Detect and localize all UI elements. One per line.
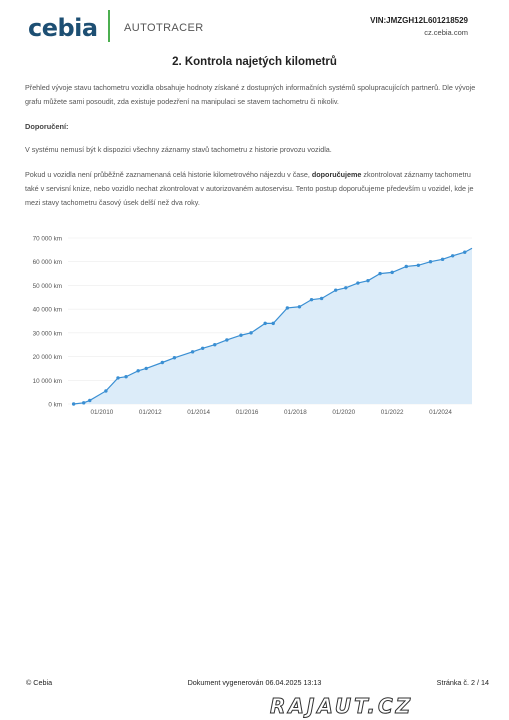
data-point [286, 306, 289, 309]
data-point [405, 265, 408, 268]
data-point [161, 361, 164, 364]
data-point [104, 389, 107, 392]
data-point [124, 375, 127, 378]
data-point [201, 347, 204, 350]
vin-number: VIN:JMZGH12L601218529 [370, 16, 468, 25]
watermark: RAJAUT.CZ [270, 694, 414, 718]
data-point [263, 322, 266, 325]
x-tick-label: 01/2022 [380, 409, 404, 416]
y-tick-label: 70 000 km [32, 235, 62, 243]
recommendation-heading: Doporučení: [25, 122, 69, 131]
data-point [463, 251, 466, 254]
section-title: 2. Kontrola najetých kilometrů [172, 56, 337, 68]
recommendation-paragraph: V systému nemusí být k dispozici všechny záznamy stavů tachometru z historie provozu vozidla. [25, 145, 332, 154]
data-point [429, 260, 432, 263]
data-point [344, 286, 347, 289]
cebia-logo: cebia [28, 14, 98, 42]
data-point [239, 334, 242, 337]
x-tick-label: 01/2016 [235, 409, 259, 416]
data-point [249, 331, 252, 334]
y-tick-label: 20 000 km [32, 354, 62, 362]
product-name: AUTOTRACER [124, 22, 204, 34]
data-point [334, 288, 337, 291]
data-point [72, 402, 75, 405]
data-point [191, 350, 194, 353]
intro-paragraph: Přehled vývoje stavu tachometru vozidla obsahuje hodnoty získané z dostupných informačních systémů spolupracujících partnerů. Dle vývoje grafu můžete sami posoudit, zda existuje podezření na manipulaci se stavem tachometru či nikoliv. [25, 83, 476, 106]
data-point [390, 271, 393, 274]
data-point [451, 254, 454, 257]
x-tick-label: 01/2012 [138, 409, 162, 416]
logo-divider [108, 10, 110, 42]
y-tick-label: 60 000 km [32, 259, 62, 267]
site-link[interactable]: cz.cebia.com [424, 28, 468, 37]
data-point [356, 281, 359, 284]
odometer-chart [0, 222, 509, 422]
data-point [417, 264, 420, 267]
data-point [441, 258, 444, 261]
advice-text-1: Pokud u vozidla není průběžně zaznamenaná celá historie kilometrového nájezdu v čase, [25, 170, 312, 179]
footer-page-number: Stránka č. 2 / 14 [436, 678, 489, 687]
x-tick-label: 01/2014 [187, 409, 211, 416]
y-tick-label: 0 km [48, 401, 62, 409]
y-tick-label: 50 000 km [32, 282, 62, 290]
data-point [82, 401, 85, 404]
data-point [298, 305, 301, 308]
x-tick-label: 01/2020 [332, 409, 356, 416]
data-point [378, 272, 381, 275]
y-tick-label: 40 000 km [32, 306, 62, 314]
data-point [136, 369, 139, 372]
x-tick-label: 01/2018 [284, 409, 307, 416]
area-fill [74, 248, 472, 404]
advice-bold: doporučujeme [311, 170, 362, 179]
advice-paragraph [25, 168, 485, 210]
x-tick-label: 01/2024 [429, 409, 452, 416]
y-tick-label: 30 000 km [32, 330, 62, 338]
footer-generated: Dokument vygenerován 06.04.2025 13:13 [187, 678, 322, 687]
data-point [225, 338, 228, 341]
data-point [310, 298, 313, 301]
data-point [320, 297, 323, 300]
footer-copyright: © Cebia [26, 678, 53, 687]
data-point [366, 279, 369, 282]
data-point [173, 356, 176, 359]
data-point [272, 322, 275, 325]
data-point [213, 343, 216, 346]
advice-text-2: zkontrolovat záznamy tachometru také v servisní knize, nebo vozidlo nechat zkontrolovat v autorizovaném autoservisu. Tento postup doporučujeme především u vozidel, kde je mezi stavy tachometru časový úsek delší než dva roky. [25, 170, 474, 207]
data-point [116, 376, 119, 379]
y-tick-label: 10 000 km [32, 377, 62, 385]
data-point [88, 399, 91, 402]
data-point [145, 367, 148, 370]
x-tick-label: 01/2010 [90, 409, 114, 416]
